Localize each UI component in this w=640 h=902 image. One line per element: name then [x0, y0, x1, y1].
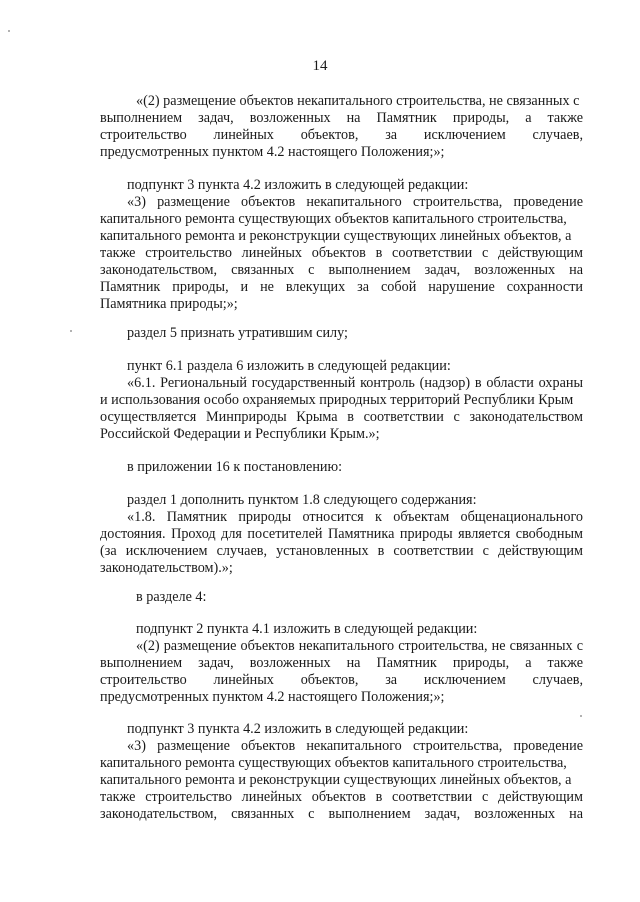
page-number: 14 [312, 58, 328, 74]
text-line: пункт 6.1 раздела 6 изложить в следующей редакции: [127, 358, 451, 374]
text-line: осуществляется Минприроды Крыма в соответствии с законодательством [100, 409, 583, 425]
text-line: раздел 1 дополнить пунктом 1.8 следующего содержания: [127, 492, 477, 508]
text-line: «1.8. Памятник природы относится к объектам общенационального [127, 509, 583, 525]
text-line: также строительство линейных объектов в соответствии с действующим [100, 789, 583, 805]
text-line: строительство линейных объектов, за исключением случаев, [100, 127, 583, 143]
text-line: «6.1. Региональный государственный контроль (надзор) в области охраны [127, 375, 583, 391]
text-line: предусмотренных пунктом 4.2 настоящего Положения;»; [100, 689, 445, 705]
scan-speck [580, 715, 582, 717]
text-line: подпункт 2 пункта 4.1 изложить в следующей редакции: [136, 621, 478, 637]
text-line: «(2) размещение объектов некапитального строительства, не связанных с [136, 638, 583, 654]
text-line: раздел 5 признать утратившим силу; [127, 325, 348, 341]
text-line: выполнением задач, возложенных на Памятник природы, а также [100, 110, 583, 126]
text-line: «3) размещение объектов некапитального строительства, проведение [127, 194, 583, 210]
text-line: Памятника природы;»; [100, 296, 238, 312]
text-line: подпункт 3 пункта 4.2 изложить в следующей редакции: [127, 177, 469, 193]
text-line: капитального ремонта и реконструкции существующих линейных объектов, а [100, 772, 572, 788]
text-line: законодательством, связанных с выполнением задач, возложенных на [100, 262, 583, 278]
text-line: строительство линейных объектов, за исключением случаев, [100, 672, 583, 688]
text-line: капитального ремонта и реконструкции существующих линейных объектов, а [100, 228, 572, 244]
text-line: (за исключением случаев, установленных в соответствии с действующим [100, 543, 583, 559]
text-line: предусмотренных пунктом 4.2 настоящего Положения;»; [100, 144, 445, 160]
text-line: в приложении 16 к постановлению: [127, 459, 343, 475]
text-line: и использования особо охраняемых природных территорий Республики Крым [100, 392, 574, 408]
text-line: выполнением задач, возложенных на Памятник природы, а также [100, 655, 583, 671]
text-line: капитального ремонта существующих объектов капитального строительства, [100, 755, 567, 771]
text-line: Памятник природы, и не влекущих за собой нарушение сохранности [100, 279, 583, 295]
text-line: Российской Федерации и Республики Крым.»; [100, 426, 380, 442]
scan-speck [8, 30, 10, 32]
text-line: также строительство линейных объектов в соответствии с действующим [100, 245, 583, 261]
text-line: подпункт 3 пункта 4.2 изложить в следующей редакции: [127, 721, 469, 737]
text-line: «3) размещение объектов некапитального строительства, проведение [127, 738, 583, 754]
text-line: в разделе 4: [136, 589, 207, 605]
text-line: законодательством).»; [100, 560, 233, 576]
scan-speck [70, 330, 72, 332]
text-line: законодательством, связанных с выполнением задач, возложенных на [100, 806, 583, 822]
text-line: капитального ремонта существующих объектов капитального строительства, [100, 211, 567, 227]
text-line: «(2) размещение объектов некапитального строительства, не связанных с [136, 93, 580, 109]
text-line: достояния. Проход для посетителей Памятника природы является свободным [100, 526, 583, 542]
